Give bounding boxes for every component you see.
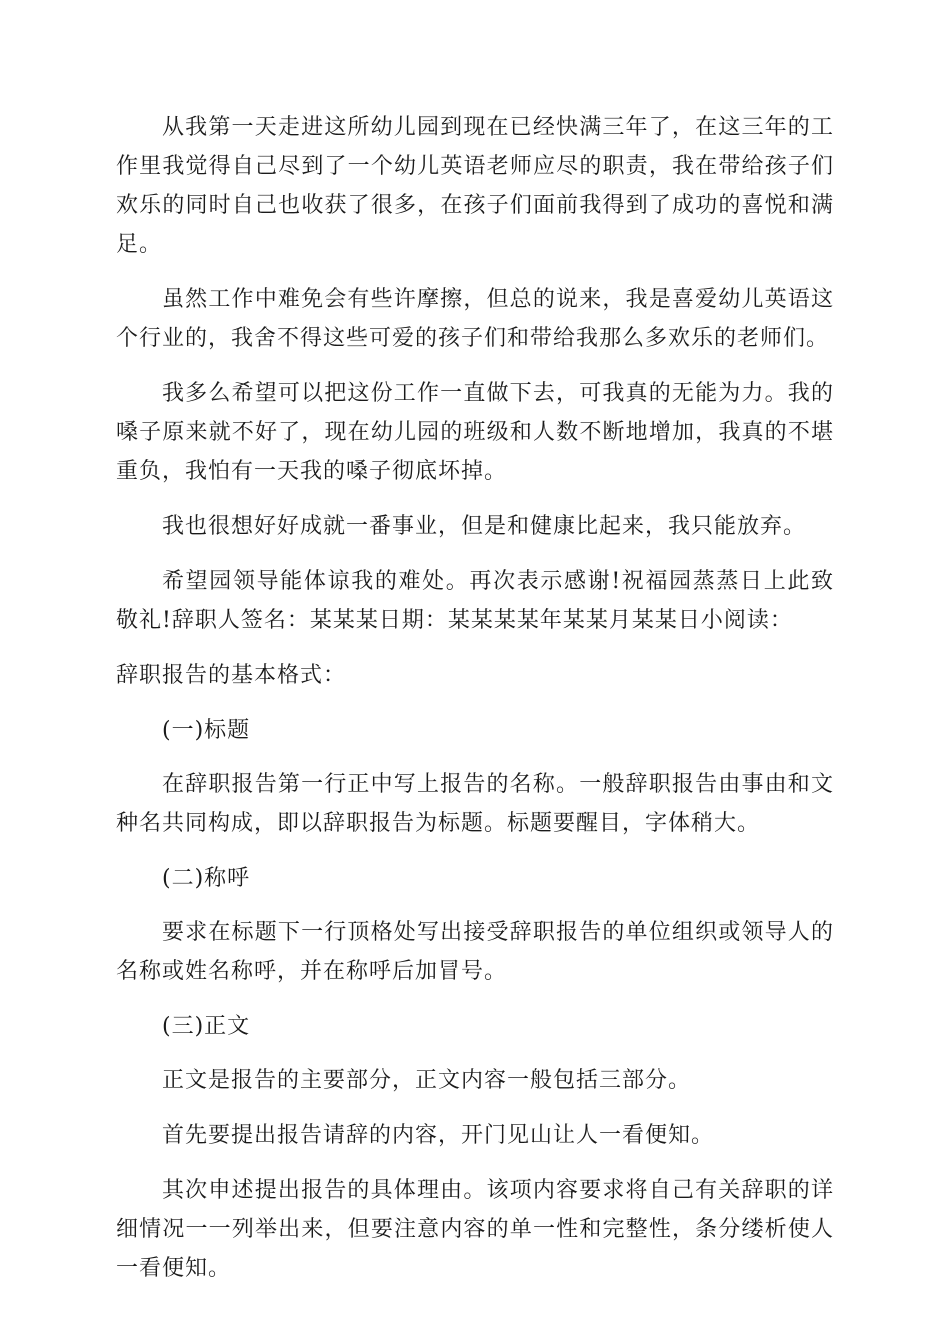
paragraph-body-desc: 正文是报告的主要部分，正文内容一般包括三部分。 xyxy=(162,1068,692,1093)
paragraph-format-heading: 辞职报告的基本格式： xyxy=(116,663,347,688)
paragraph-title-desc: 在辞职报告第一行正中写上报告的名称。一般辞职报告由事由和文种名共同构成，即以辞职报告为标题。标题要醒目，字体稍大。 xyxy=(116,772,834,836)
section-heading-title: (一)标题 xyxy=(162,718,251,743)
section-heading-body: (三)正文 xyxy=(162,1014,251,1039)
section-heading-salutation: (二)称呼 xyxy=(162,866,251,891)
paragraph-intro: 从我第一天走进这所幼儿园到现在已经快满三年了，在这三年的工作里我觉得自己尽到了一个幼儿英语老师应尽的职责，我在带给孩子们欢乐的同时自己也收获了很多，在孩子们面前我得到了成功的喜悦和满足。 xyxy=(116,115,834,257)
paragraph-friction: 虽然工作中难免会有些许摩擦，但总的说来，我是喜爱幼儿英语这个行业的，我舍不得这些可爱的孩子们和带给我那么多欢乐的老师们。 xyxy=(116,287,834,351)
paragraph-closing: 希望园领导能体谅我的难处。再次表示感谢!祝福园蒸蒸日上此致敬礼!辞职人签名：某某某日期：某某某某年某某月某某日小阅读： xyxy=(116,569,834,633)
document-body xyxy=(116,108,834,1304)
paragraph-second-point: 其次申述提出报告的具体理由。该项内容要求将自己有关辞职的详细情况一一列举出来，但要注意内容的单一性和完整性，条分缕析使人一看便知。 xyxy=(116,1178,834,1281)
paragraph-health: 我也很想好好成就一番事业，但是和健康比起来，我只能放弃。 xyxy=(162,514,807,539)
paragraph-salutation-desc: 要求在标题下一行顶格处写出接受辞职报告的单位组织或领导人的名称或姓名称呼，并在称呼后加冒号。 xyxy=(116,920,834,984)
paragraph-first-point: 首先要提出报告请辞的内容，开门见山让人一看便知。 xyxy=(162,1123,715,1148)
paragraph-voice: 我多么希望可以把这份工作一直做下去，可我真的无能为力。我的嗓子原来就不好了，现在幼儿园的班级和人数不断地增加，我真的不堪重负，我怕有一天我的嗓子彻底坏掉。 xyxy=(116,381,834,484)
